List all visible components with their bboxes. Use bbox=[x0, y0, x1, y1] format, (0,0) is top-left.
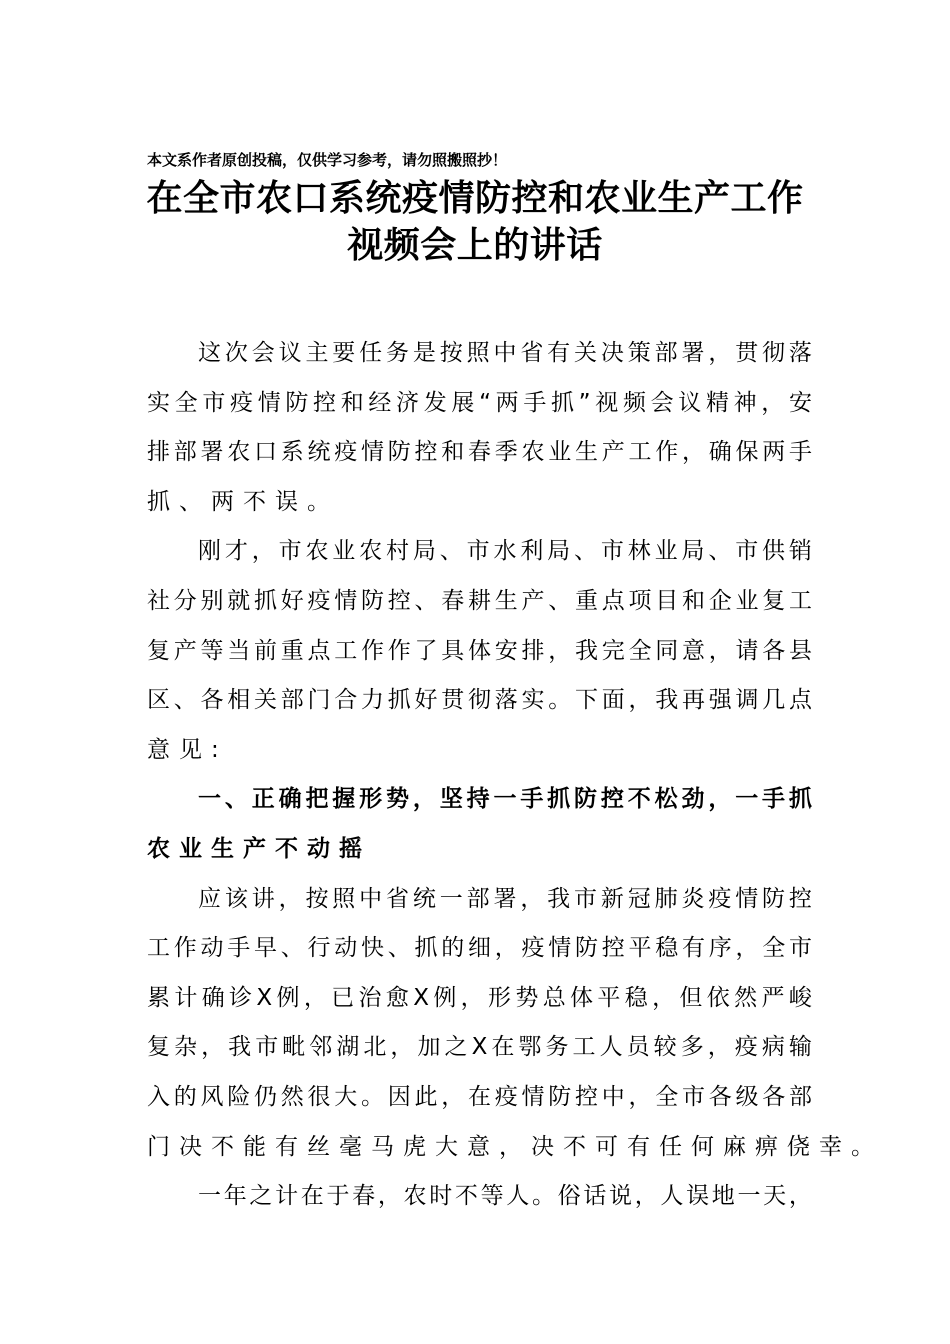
paragraph-line: 复 产 等 当 前 重 点 工 作 作 了 具 体 安 排 ， 我 完 全 同 意 ， 请 各 县 bbox=[147, 638, 812, 664]
copyright-notice: 本文系作者原创投稿，仅供学习参考，请勿照搬照抄！ bbox=[147, 151, 508, 169]
paragraph-line: 工 作 动 手 早 、 行 动 快 、 抓 的 细 ， 疫 情 防 控 平 稳 有 序 ， 全 市 bbox=[147, 935, 812, 961]
paragraph-line: 排 部 署 农 口 系 统 疫 情 防 控 和 春 季 农 业 生 产 工 作 ， 确 保 两 手 bbox=[147, 439, 812, 465]
title-line-2: 视频会上的讲话 bbox=[347, 224, 603, 266]
paragraph-line: 门决不能有丝毫马虎大意，决不可有任何麻痹侥幸。 bbox=[147, 1134, 883, 1160]
paragraph-line: 复 杂 ， 我 市 毗 邻 湖 北 ， 加 之 X 在 鄂 务 工 人 员 较 多 ， 疫 病 输 bbox=[147, 1034, 812, 1060]
paragraph-line: 入 的 风 险 仍 然 很 大 。 因 此 ， 在 疫 情 防 控 中 ， 全 市 各 级 各 部 bbox=[147, 1084, 812, 1110]
paragraph-line: 累 计 确 诊 X 例 ， 已 治 愈 X 例 ， 形 势 总 体 平 稳 ， 但 依 然 严 峻 bbox=[147, 985, 812, 1011]
section-heading-line: 一 、 正 确 把 握 形 势 ， 坚 持 一 手 抓 防 控 不 松 劲 ， 一 手 抓 bbox=[198, 786, 812, 812]
paragraph-line: 刚 才 ， 市 农 业 农 村 局 、 市 水 利 局 、 市 林 业 局 、 市 供 销 bbox=[198, 538, 812, 564]
paragraph-line: 实 全 市 疫 情 防 控 和 经 济 发 展 “ 两 手 抓 ” 视 频 会 议 精 神 ， 安 bbox=[147, 390, 812, 416]
section-heading-line: 农业生产不动摇 bbox=[147, 836, 371, 862]
paragraph-line: 抓、两不误。 bbox=[147, 489, 339, 515]
title-line-1: 在全市农口系统疫情防控和农业生产工作 bbox=[146, 177, 804, 219]
paragraph-line: 一 年 之 计 在 于 春 ， 农 时 不 等 人 。 俗 话 说 ， 人 误 地 一 天 ， bbox=[198, 1183, 812, 1209]
paragraph-line: 社 分 别 就 抓 好 疫 情 防 控 、 春 耕 生 产 、 重 点 项 目 和 企 业 复 工 bbox=[147, 588, 812, 614]
paragraph-line: 意见: bbox=[147, 737, 228, 763]
paragraph-line: 应 该 讲 ， 按 照 中 省 统 一 部 署 ， 我 市 新 冠 肺 炎 疫 情 防 控 bbox=[198, 886, 812, 912]
paragraph-line: 这 次 会 议 主 要 任 务 是 按 照 中 省 有 关 决 策 部 署 ， 贯 彻 落 bbox=[198, 340, 812, 366]
paragraph-line: 区 、 各 相 关 部 门 合 力 抓 好 贯 彻 落 实 。 下 面 ， 我 再 强 调 几 点 bbox=[147, 687, 812, 713]
